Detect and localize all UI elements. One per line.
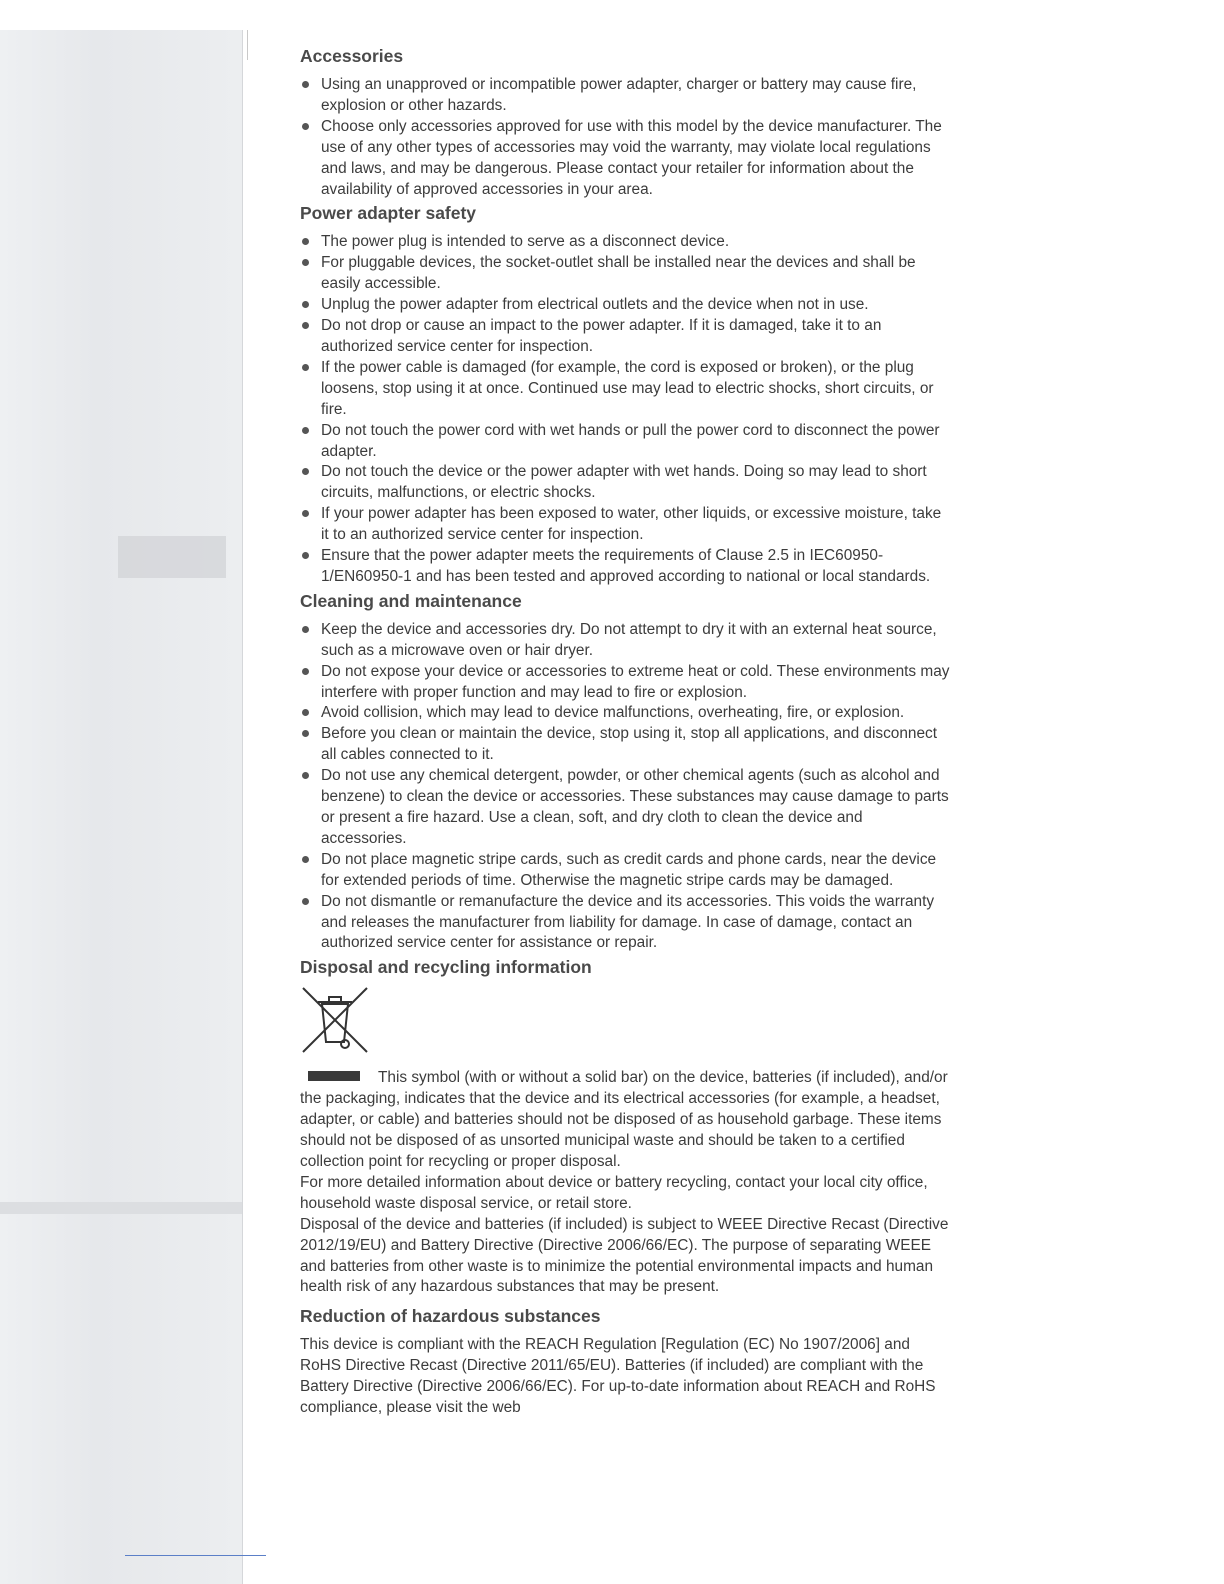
heading-cleaning-maintenance: Cleaning and maintenance xyxy=(300,590,522,611)
list-item: Choose only accessories approved for use with this model by the device manufacturer. The use of any other types of accessories may void the warranty, may violate local regulations and laws, and may be dangerous. Please contact your retailer for information about the availability of approved accessories in your area. xyxy=(300,117,950,201)
disposal-paragraph-3: Disposal of the device and batteries (if included) is subject to WEEE Directive Recast (Directive 2012/19/EU) and Battery Directive (Directive 2006/66/EC). The purpose of separating WEEE and batteries from other waste is to minimize the potential environmental impacts and human health risk of any hazardous substances that may be present. xyxy=(300,1215,949,1296)
hazardous-paragraph: This device is compliant with the REACH Regulation [Regulation (EC) No 1907/2006] and RoHS Directive Recast (Directive 2011/65/EU). Batteries (if included) are compliant with the Battery Directive (Directive 2006/66/EC). For up-to-date information about REACH and RoHS compliance, please visit the web xyxy=(300,1336,936,1417)
margin-line xyxy=(247,30,248,60)
list-item: For pluggable devices, the socket-outlet shall be installed near the devices and shall be easily accessible. xyxy=(300,253,950,295)
list-item: Do not dismantle or remanufacture the device and its accessories. This voids the warranty and releases the manufacturer from liability for damage. In case of damage, contact an authorized service center for assistance or repair. xyxy=(300,892,950,955)
footnote-rule xyxy=(125,1555,266,1556)
heading-accessories: Accessories xyxy=(300,46,404,66)
solid-bar-symbol xyxy=(308,1071,360,1081)
disposal-text-1: This symbol (with or without a solid bar) on the device, batteries (if included), and/or the packaging, indicates that the device and its electrical accessories (for example, a headset, adapter, or cable) and batteries should not be disposed of as household garbage. These items should not be disposed of as unsorted municipal waste and should be taken to a certified collection point for recycling or proper disposal. xyxy=(300,1069,948,1170)
list-item: Do not drop or cause an impact to the power adapter. If it is damaged, take it to an authorized service center for inspection. xyxy=(300,316,950,358)
heading-power-adapter-safety: Power adapter safety xyxy=(300,203,477,224)
list-item: Do not expose your device or accessories to extreme heat or cold. These environments may interfere with proper function and may lead to fire or explosion. xyxy=(300,662,950,704)
scan-smudge xyxy=(118,536,226,578)
weee-block xyxy=(300,986,950,1298)
scanned-left-margin xyxy=(0,30,243,1584)
list-item: Before you clean or maintain the device, stop using it, stop all applications, and disconnect all cables connected to it. xyxy=(300,724,950,766)
list-item: Do not use any chemical detergent, powder, or other chemical agents (such as alcohol and benzene) to clean the device or accessories. These substances may cause damage to parts or present a fire hazard. Use a clean, soft, and dry cloth to clean the device and accessories. xyxy=(300,766,950,850)
list-item: Using an unapproved or incompatible power adapter, charger or battery may cause fire, explosion or other hazards. xyxy=(300,75,950,117)
heading-disposal: Disposal and recycling information xyxy=(300,957,592,978)
list-item: Avoid collision, which may lead to device malfunctions, overheating, fire, or explosion. xyxy=(300,703,950,724)
list-item: If the power cable is damaged (for example, the cord is exposed or broken), or the plug loosens, stop using it at once. Continued use may lead to electric shocks, short circuits, or fire. xyxy=(300,358,950,421)
accessories-list xyxy=(300,75,950,200)
list-item: Unplug the power adapter from electrical outlets and the device when not in use. xyxy=(300,295,950,316)
list-item: Do not touch the device or the power adapter with wet hands. Doing so may lead to short circuits, malfunctions, or electric shocks. xyxy=(300,462,950,504)
disposal-paragraph-1 xyxy=(300,1068,950,1173)
page-content xyxy=(300,44,950,1419)
list-item: Keep the device and accessories dry. Do not attempt to dry it with an external heat source, such as a microwave oven or hair dryer. xyxy=(300,620,950,662)
list-item: The power plug is intended to serve as a disconnect device. xyxy=(300,232,950,253)
crossed-out-wheeled-bin-icon xyxy=(300,986,370,1056)
disposal-paragraph-2: For more detailed information about device or battery recycling, contact your local city office, household waste disposal service, or retail store. xyxy=(300,1173,928,1212)
heading-hazardous-substances: Reduction of hazardous substances xyxy=(300,1306,601,1327)
list-item: Do not place magnetic stripe cards, such as credit cards and phone cards, near the device for extended periods of time. Otherwise the magnetic stripe cards may be damaged. xyxy=(300,850,950,892)
cleaning-list xyxy=(300,620,950,955)
list-item: Ensure that the power adapter meets the requirements of Clause 2.5 in IEC60950-1/EN60950-1 and has been tested and approved according to national or local standards. xyxy=(300,546,950,588)
scan-stripe xyxy=(0,1202,242,1214)
list-item: Do not touch the power cord with wet hands or pull the power cord to disconnect the power adapter. xyxy=(300,421,950,463)
list-item: If your power adapter has been exposed to water, other liquids, or excessive moisture, take it to an authorized service center for inspection. xyxy=(300,504,950,546)
power-adapter-list xyxy=(300,232,950,587)
